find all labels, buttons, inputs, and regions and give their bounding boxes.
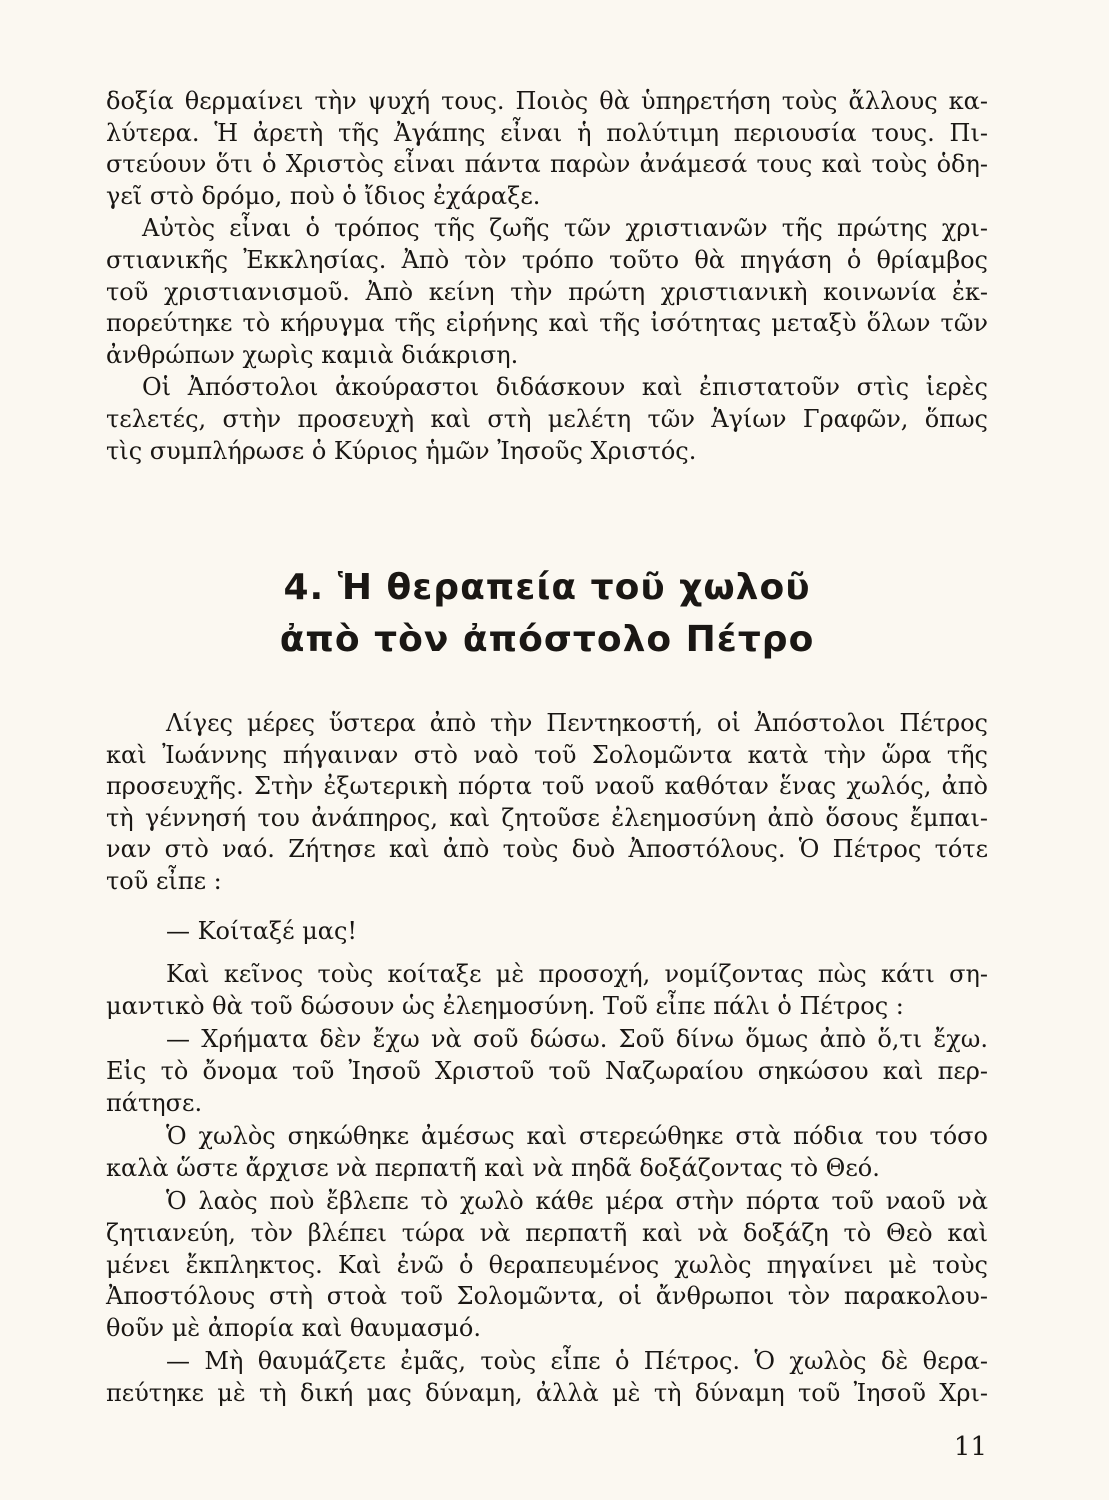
text-line: λύτερα. Ἡ ἀρετὴ τῆς Ἀγάπης εἶναι ἡ πολύτιμη περιουσία τους. Πι- [106,118,988,147]
chapter-body [106,708,988,1409]
chapter-heading [106,562,988,666]
text-line: δοξία θερμαίνει τὴν ψυχή τους. Ποιὸς θὰ ὑπηρετήση τοὺς ἄλλους κα- [106,87,988,115]
text-line: στεύουν ὅτι ὁ Χριστὸς εἶναι πάντα παρὼν ἀνάμεσά τους καὶ τοὺς ὁδη- [106,150,988,179]
text-line: στιανικῆς Ἐκκλησίας. Ἀπὸ τὸν τρόπο τοῦτο θὰ πηγάση ὁ θρίαμβος [106,245,988,274]
text-line: τελετές, στὴν προσευχὴ καὶ στὴ μελέτη τῶν Ἁγίων Γραφῶν, ὅπως [106,404,988,433]
paragraph [106,86,988,212]
dialogue-line [106,1346,988,1409]
text-line: Ὁ χωλὸς σηκώθηκε ἀμέσως καὶ στερεώθηκε στὰ πόδια του τόσο [166,1122,988,1151]
text-line: θοῦν μὲ ἀπορία καὶ θαυμασμό. [106,1313,481,1342]
text-line: τὶς συμπλήρωσε ὁ Κύριος ἡμῶν Ἰησοῦς Χριστός. [106,436,697,465]
text-line: ναν στὸ ναό. Ζήτησε καὶ ἀπὸ τοὺς δυὸ Ἀποστόλους. Ὁ Πέτρος τότε [106,835,988,864]
text-line: καὶ Ἰωάννης πήγαιναν στὸ ναὸ τοῦ Σολομῶντα κατὰ τὴν ὥρα τῆς [106,740,988,769]
text-line: πεύτηκε μὲ τὴ δική μας δύναμη, ἀλλὰ μὲ τὴ δύναμη τοῦ Ἰησοῦ Χρι- [106,1378,988,1407]
text-line: καλὰ ὥστε ἄρχισε νὰ περπατῆ καὶ νὰ πηδᾶ δοξάζοντας τὸ Θεό. [106,1153,880,1182]
text-line: Ἀποστόλους στὴ στοὰ τοῦ Σολομῶντα, οἱ ἄνθρωποι τὸν παρακολου- [106,1282,988,1311]
paragraph [106,959,988,1022]
paragraph [106,1186,988,1344]
top-text-block [106,86,988,467]
text-line: Αὐτὸς εἶναι ὁ τρόπος τῆς ζωῆς τῶν χριστιανῶν τῆς πρώτης χρι- [142,214,988,243]
text-line: προσευχῆς. Στὴν ἐξωτερικὴ πόρτα τοῦ ναοῦ καθόταν ἕνας χωλός, ἀπὸ [106,772,988,801]
text-line: μαντικὸ θὰ τοῦ δώσουν ὡς ἐλεημοσύνη. Τοῦ εἶπε πάλι ὁ Πέτρος : [106,991,904,1020]
text-line: ζητιανεύη, τὸν βλέπει τώρα νὰ περπατῆ καὶ νὰ δοξάζη τὸ Θεὸ καὶ [106,1218,988,1247]
paragraph [106,1121,988,1184]
text-line: πορεύτηκε τὸ κήρυγμα τῆς εἰρήνης καὶ τῆς ἰσότητας μεταξὺ ὅλων τῶν [106,309,988,338]
dialogue-line [106,1024,988,1119]
paragraph [106,372,988,467]
text-line: Οἱ Ἀπόστολοι ἀκούραστοι διδάσκουν καὶ ἐπιστατοῦν στὶς ἱερὲς [142,373,988,402]
text-line: πάτησε. [106,1088,203,1117]
text-line: τὴ γέννησή του ἀνάπηρος, καὶ ζητοῦσε ἐλεημοσύνη ἀπὸ ὅσους ἔμπαι- [106,803,988,832]
text-line: — Μὴ θαυμάζετε ἐμᾶς, τοὺς εἶπε ὁ Πέτρος. Ὁ χωλὸς δὲ θερα- [166,1347,988,1376]
text-line: μένει ἔκπληκτος. Καὶ ἐνῶ ὁ θεραπευμένος χωλὸς πηγαίνει μὲ τοὺς [106,1250,988,1279]
paragraph [106,708,988,898]
text-line: Καὶ κεῖνος τοὺς κοίταξε μὲ προσοχή, νομίζοντας πὼς κάτι ση- [166,960,988,989]
text-line: Εἰς τὸ ὄνομα τοῦ Ἰησοῦ Χριστοῦ τοῦ Ναζωραίου σηκώσου καὶ περ- [106,1056,988,1085]
text-line: Λίγες μέρες ὕστερα ἀπὸ τὴν Πεντηκοστή, οἱ Ἀπόστολοι Πέτρος [166,709,988,737]
text-line: τοῦ εἶπε : [106,866,222,895]
text-line: τοῦ χριστιανισμοῦ. Ἀπὸ κείνη τὴν πρώτη χριστιανικὴ κοινωνία ἐκ- [106,277,988,306]
paragraph [106,213,988,371]
heading-line-1: 4. Ἡ θεραπεία τοῦ χωλοῦ [283,567,811,608]
text-line: — Κοίταξέ μας! [166,916,358,945]
text-line: γεῖ στὸ δρόμο, ποὺ ὁ ἴδιος ἐχάραξε. [106,181,541,210]
text-line: ἀνθρώπων χωρὶς καμιὰ διάκριση. [106,340,519,369]
page-number: 11 [953,1432,987,1462]
heading-line-2: ἀπὸ τὸν ἀπόστολο Πέτρο [279,619,815,660]
text-line: — Χρήματα δὲν ἔχω νὰ σοῦ δώσω. Σοῦ δίνω ὅμως ἀπὸ ὅ,τι ἔχω. [166,1025,988,1054]
text-line: Ὁ λαὸς ποὺ ἔβλεπε τὸ χωλὸ κάθε μέρα στὴν πόρτα τοῦ ναοῦ νὰ [166,1187,988,1216]
dialogue-line [106,916,988,948]
